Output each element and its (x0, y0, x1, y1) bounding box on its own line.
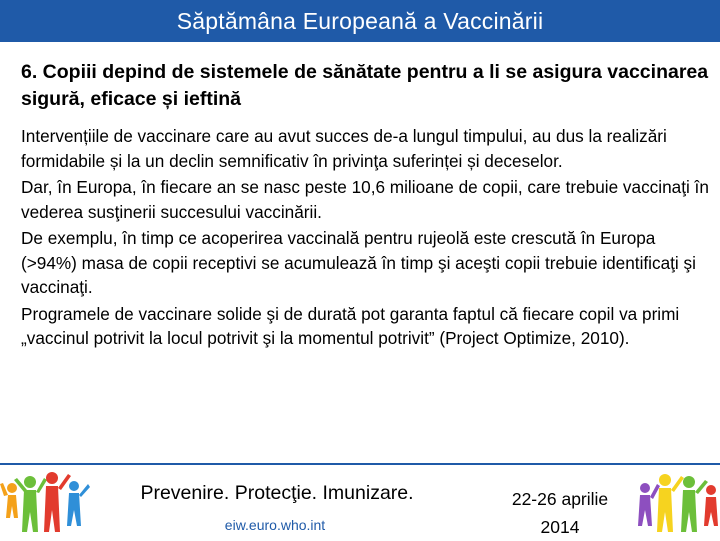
people-chain-icon (635, 466, 720, 540)
slide-title: Săptămâna Europeană a Vaccinării (176, 7, 544, 34)
title-bar (0, 0, 720, 42)
paragraph-2: Dar, în Europa, în fiecare an se nasc peste 10,6 milioane de copii, care trebuie vaccinaţi în vederea susţinerii succesului vaccinării. (21, 177, 709, 222)
slide-heading: 6. Copiii depind de sistemele de sănătate pentru a li se asigura vaccinarea sigură, eficace și ieftină (21, 61, 709, 110)
paragraph-1: Intervențiile de vaccinare care au avut succes de-a lungul timpului, au dus la realizări formidabile și la un declin semnificativ în privinţa suferinței și deceselor. (21, 126, 667, 171)
event-dates-line1: 22-26 aprilie (511, 489, 609, 509)
footer-slogan: Prevenire. Protecţie. Imunizare. (140, 482, 414, 504)
event-dates-line2: 2014 (540, 517, 580, 537)
paragraph-4: Programele de vaccinare solide şi de durată pot garanta faptul că fiecare copil va primi „vaccinul potrivit la locul potrivit şi la momentul potrivit” (Project Optimize, 2010). (21, 303, 680, 348)
paragraph-3: De exemplu, în timp ce acoperirea vaccinală pentru rujeolă este crescută în Europa (>94%) masa de copii receptivi se acumulează în timp şi aceşti copii trebuie identificaţi şi vaccinaţi. (21, 228, 696, 297)
people-chain-icon (0, 466, 90, 540)
footer-divider (0, 463, 720, 465)
body-text (21, 124, 711, 353)
event-dates (490, 485, 630, 541)
footer-url[interactable]: eiw.euro.who.int (224, 517, 326, 533)
